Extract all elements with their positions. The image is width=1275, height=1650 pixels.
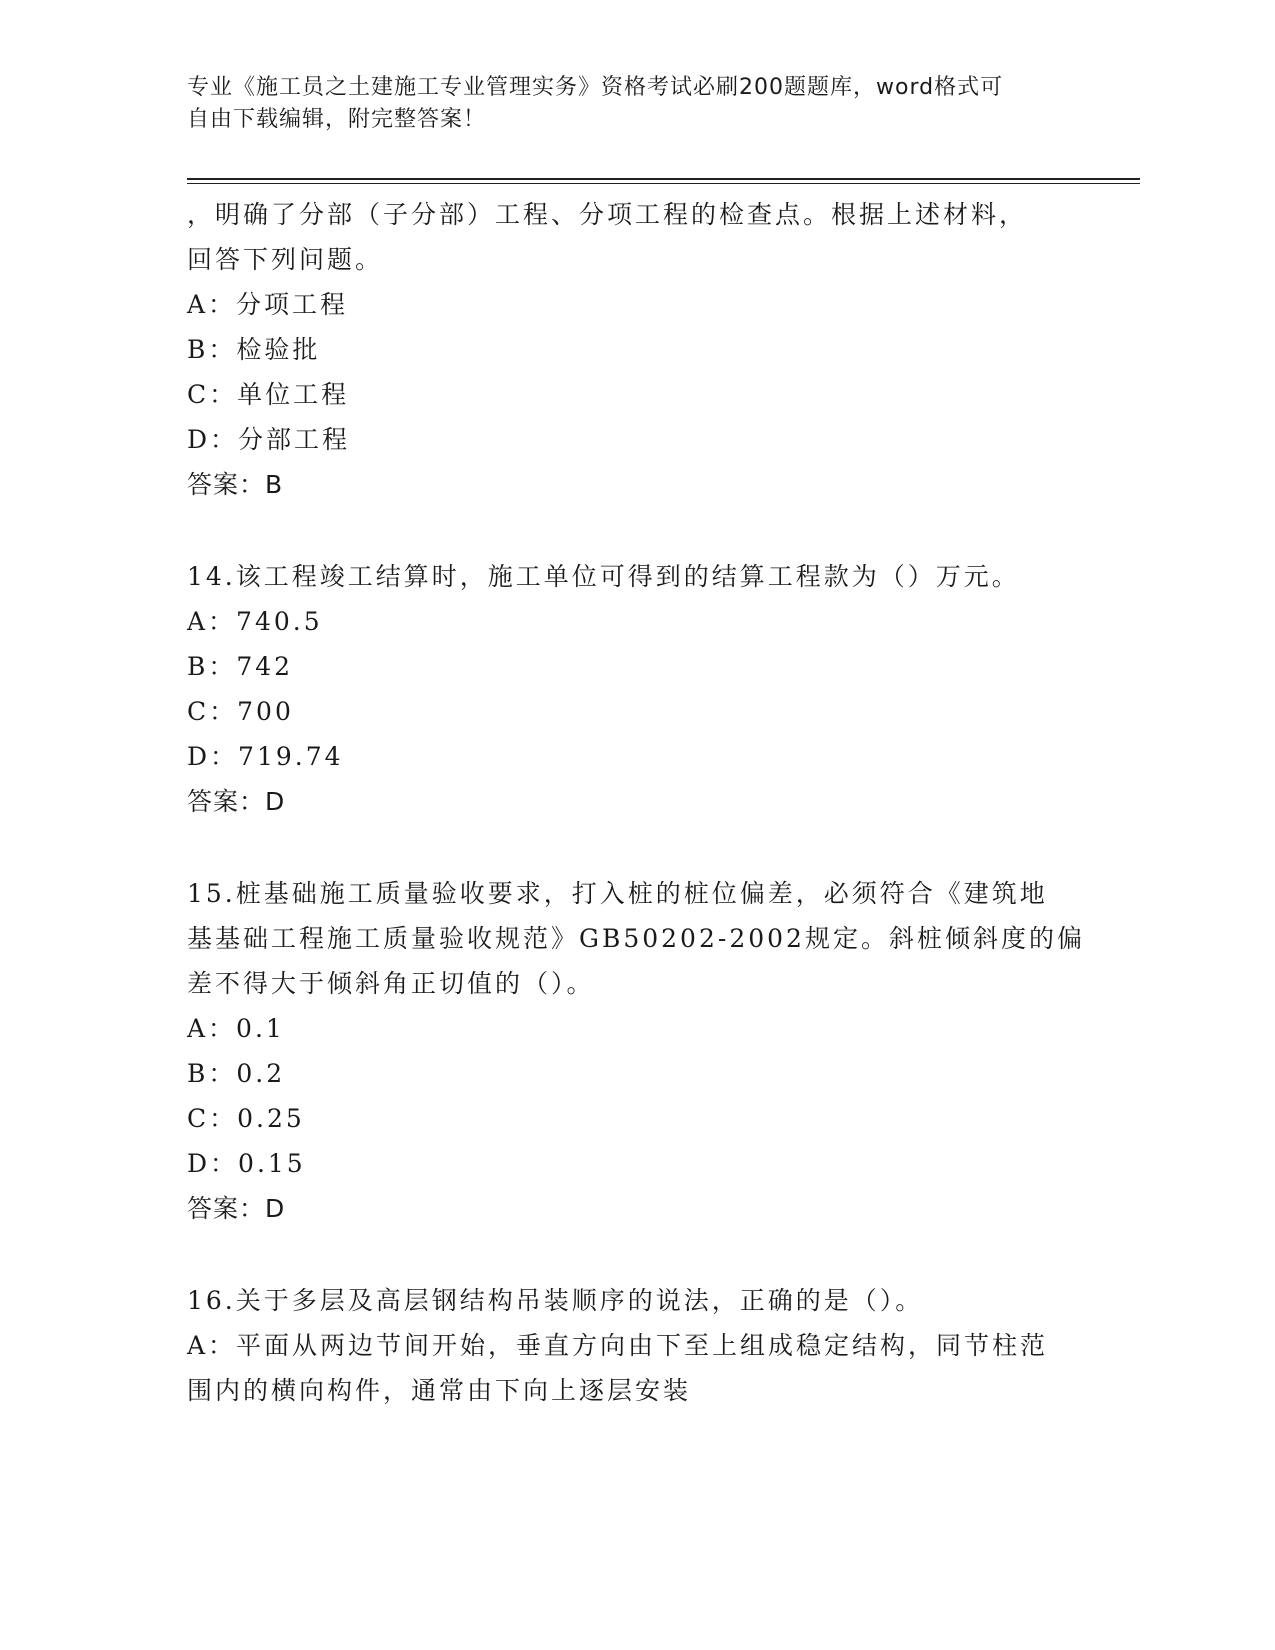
- option-c: C：单位工程: [187, 380, 350, 409]
- question-16: [187, 1278, 1087, 1413]
- header-title-line-1: 专业《施工员之土建施工专业管理实务》资格考试必刷200题题库，word格式可: [187, 75, 1004, 100]
- question-14: [187, 554, 1087, 824]
- answer-label: 答案：D: [187, 787, 286, 816]
- option-b: B：0.2: [187, 1059, 286, 1088]
- document-header: [187, 72, 1087, 136]
- option-a-continued: 围内的横向构件，通常由下向上逐层安装: [187, 1376, 692, 1405]
- spacer: [187, 507, 1087, 554]
- question-list: [187, 192, 1087, 1413]
- answer-label: 答案：B: [187, 470, 284, 499]
- option-a: A：分项工程: [187, 290, 349, 319]
- option-c: C：0.25: [187, 1104, 305, 1133]
- question-text: 14.该工程竣工结算时，施工单位可得到的结算工程款为（）万元。: [187, 562, 1020, 591]
- option-c: C：700: [187, 697, 294, 726]
- option-d: D：0.15: [187, 1149, 306, 1178]
- option-a: A：740.5: [187, 607, 323, 636]
- question-text: ，明确了分部（子分部）工程、分项工程的检查点。根据上述材料，: [187, 200, 1028, 229]
- question-text: 15.桩基础施工质量验收要求，打入桩的桩位偏差，必须符合《建筑地: [187, 879, 1048, 908]
- header-divider-thick: [187, 178, 1140, 180]
- answer-label: 答案：D: [187, 1194, 286, 1223]
- question-text: 差不得大于倾斜角正切值的（）。: [187, 969, 595, 998]
- question-text: 回答下列问题。: [187, 245, 384, 274]
- spacer: [187, 1231, 1087, 1278]
- option-a: A：0.1: [187, 1014, 285, 1043]
- option-b: B：742: [187, 652, 294, 681]
- question-text: 基基础工程施工质量验收规范》GB50202-2002规定。斜桩倾斜度的偏: [187, 924, 1085, 953]
- question-13: [187, 192, 1087, 507]
- option-a: A：平面从两边节间开始，垂直方向由下至上组成稳定结构，同节柱范: [187, 1331, 1049, 1360]
- header-divider-thin: [187, 183, 1140, 184]
- option-d: D：分部工程: [187, 425, 351, 454]
- option-b: B：检验批: [187, 335, 321, 364]
- spacer: [187, 824, 1087, 871]
- question-15: [187, 871, 1087, 1231]
- header-title-line-2: 自由下载编辑，附完整答案！: [187, 107, 487, 132]
- option-d: D：719.74: [187, 742, 344, 771]
- question-text: 16.关于多层及高层钢结构吊装顺序的说法，正确的是（）。: [187, 1286, 924, 1315]
